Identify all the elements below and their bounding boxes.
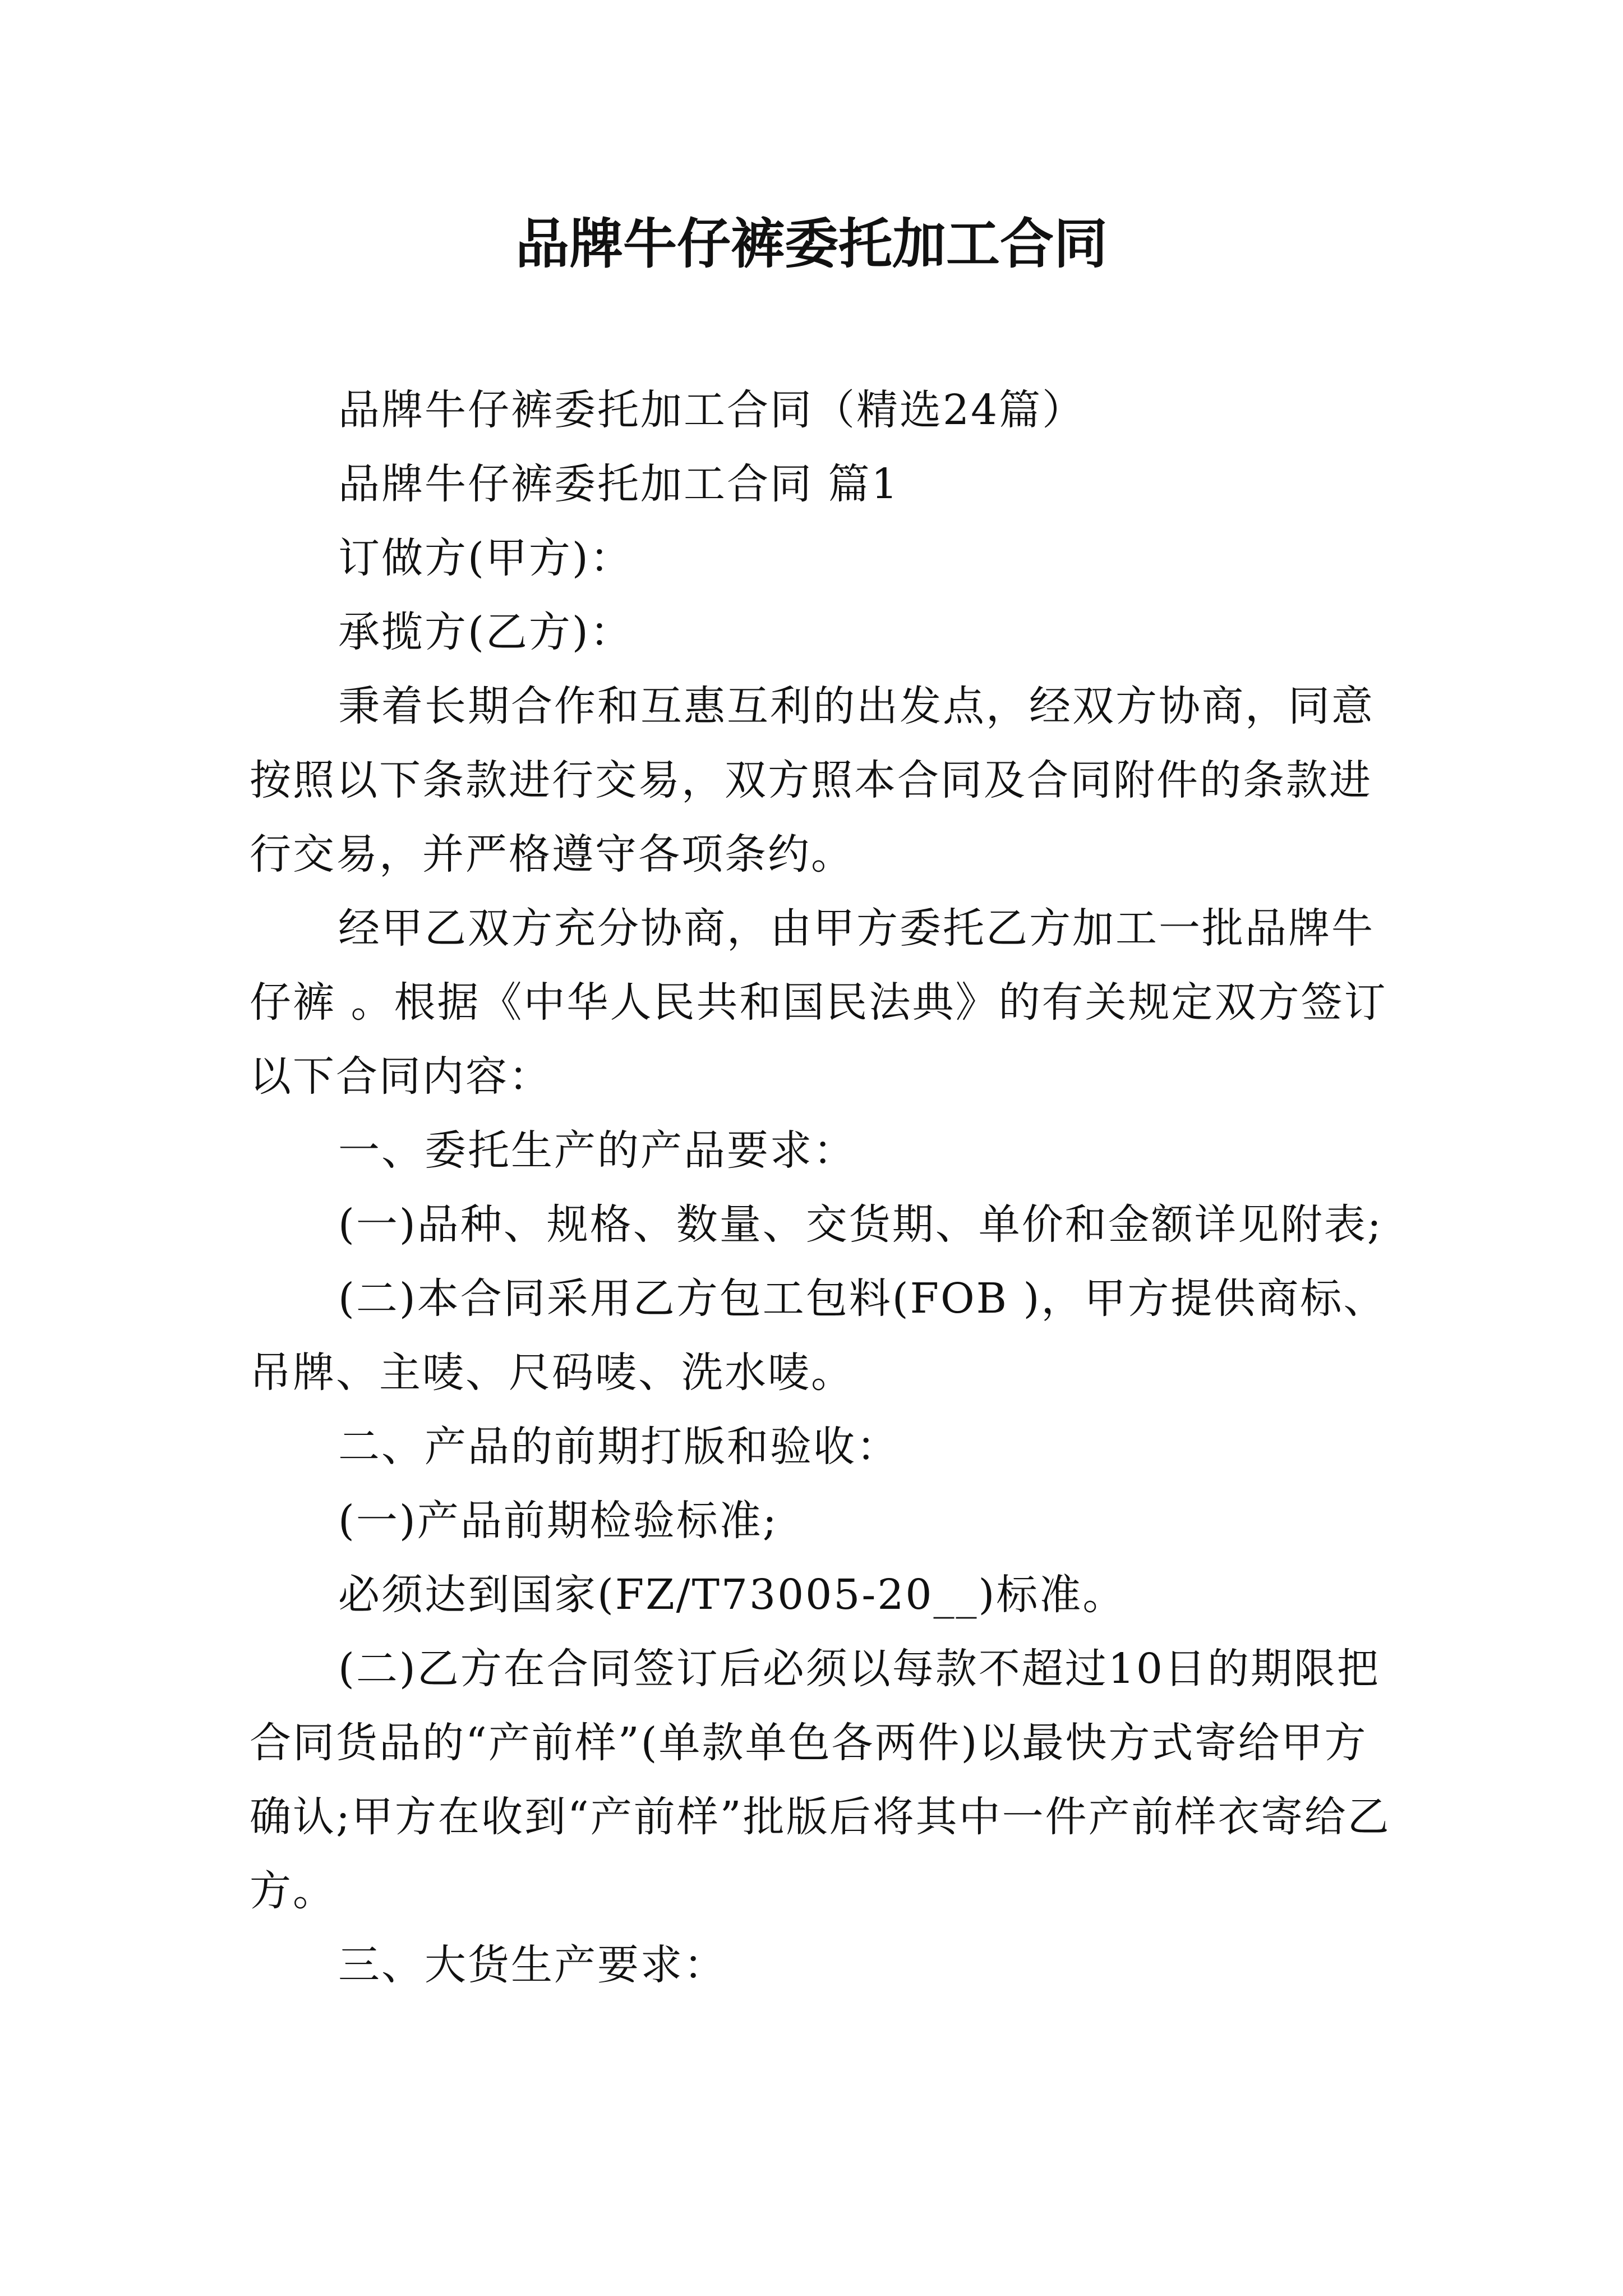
paragraph-clause-1-item-1: (一)品种、规格、数量、交货期、单价和金额详见附表; <box>338 1200 1383 1249</box>
paragraph-party-a: 订做方(甲方)： <box>338 534 633 582</box>
paragraph-clause-2-heading: 二、产品的前期打版和验收： <box>338 1423 900 1471</box>
paragraph-clause-2-item-2: (二)乙方在合同签订后必须以每款不超过10日的期限把合同货品的“产前样”(单款单色各两件)以最快方式寄给甲方确认;甲方在收到“产前样”批版后将其中一件产前样衣寄给乙方。 <box>250 1645 1391 1915</box>
paragraph-clause-3-heading: 三、大货生产要求： <box>338 1941 727 1989</box>
paragraph-standard: 必须达到国家(FZ/T73005-20__)标准。 <box>338 1571 1126 1619</box>
paragraph-clause-1-heading: 一、委托生产的产品要求： <box>338 1126 856 1175</box>
paragraph-party-b: 承揽方(乙方)： <box>338 608 633 656</box>
paragraph-clause-2-item-1: (一)产品前期检验标准; <box>338 1497 778 1545</box>
document-title: 品牌牛仔裤委托加工合同 <box>515 213 1108 275</box>
document-body <box>250 373 1394 2002</box>
paragraph-preamble: 秉着长期合作和互惠互利的出发点，经双方协商，同意按照以下条款进行交易，双方照本合同及合同附件的条款进行交易，并严格遵守各项条约。 <box>250 682 1375 878</box>
paragraph-section-heading: 品牌牛仔裤委托加工合同 篇1 <box>338 460 900 508</box>
paragraph-collection-heading: 品牌牛仔裤委托加工合同（精选24篇） <box>338 386 1086 434</box>
paragraph-agreement-basis: 经甲乙双方充分协商，由甲方委托乙方加工一批品牌牛仔裤 。根据《中华人民共和国民法典》的有关规定双方签订以下合同内容： <box>250 904 1387 1101</box>
paragraph-clause-1-item-2: (二)本合同采用乙方包工包料(FOB )，甲方提供商标、吊牌、主唛、尺码唛、洗水唛。 <box>250 1274 1387 1397</box>
